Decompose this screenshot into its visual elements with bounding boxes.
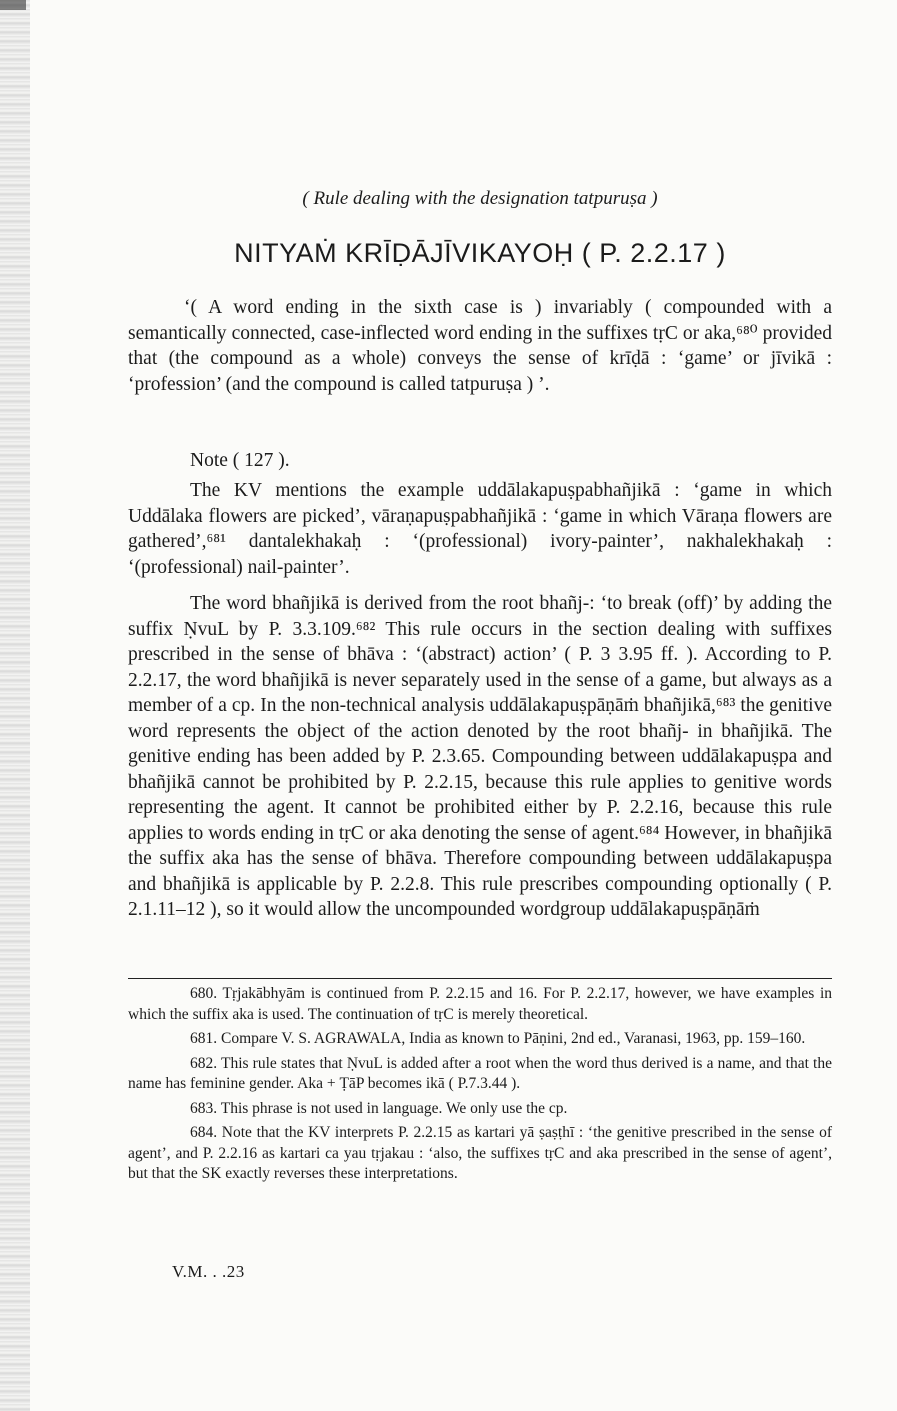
scan-edge bbox=[0, 0, 30, 1411]
kv-paragraph: The KV mentions the example uddālakapuṣpabhañjikā : ‘game in which Uddālaka flowers are picked’, vāraṇapuṣpabhañjikā : ‘game in which Vāraṇa flowers are gathered’,⁶⁸¹ dantalekhakaḥ : ‘(professional) ivory-painter’, nakhalekhakaḥ : ‘(professional) nail-painter’. bbox=[128, 480, 832, 578]
footnote-682: 682. This rule states that ṆvuL is added after a root when the word thus derived is a name, and that the name has feminine gender. Aka + ṬāP becomes ikā ( P.7.3.44 ). bbox=[128, 1054, 832, 1092]
scan-corner-mark bbox=[0, 0, 26, 10]
note-label: Note ( 127 ). bbox=[190, 450, 290, 471]
printer-signature: V.M. . .23 bbox=[172, 1262, 245, 1281]
footnote-divider bbox=[128, 978, 832, 979]
sutra-heading: NITYAṀ KRĪḌĀJĪVIKAYOḤ ( P. 2.2.17 ) bbox=[234, 238, 726, 268]
footnote-681: 681. Compare V. S. AGRAWALA, India as known to Pāṇini, 2nd ed., Varanasi, 1963, pp. 159–160. bbox=[190, 1030, 806, 1047]
main-paragraph: The word bhañjikā is derived from the root bhañj-: ‘to break (off)’ by adding the suffix ṆvuL by P. 3.3.109.⁶⁸² This rule occurs in the section dealing with suffixes prescribed in the sense of bhāva : ‘(abstract) action’ ( P. 3 3.95 ff. ). According to P. 2.2.17, the word bhañjikā is never separately used in the sense of a game, but always as a member of a cp. In the non-technical analysis uddālakapuṣpāṇāṁ bhañjikā,⁶⁸³ the genitive word represents the object of the action denoted by the root bhañj- in bhañjikā. The genitive ending has been added by P. 2.3.65. Compounding between uddālakapuṣpa and bhañjikā cannot be prohibited by P. 2.2.15, because this rule applies to genitive words representing the agent. It cannot be prohibited either by P. 2.2.16, because this rule applies to words ending in tṛC or aka denoting the sense of agent.⁶⁸⁴ However, in bhañjikā the suffix aka has the sense of bhāva. Therefore compounding between uddālakapuṣpa and bhañjikā is applicable by P. 2.2.8. This rule prescribes compounding optionally ( P. 2.1.11–12 ), so it would allow the uncompounded wordgroup uddālakapuṣpāṇāṁ bbox=[128, 593, 832, 920]
footnote-684: 684. Note that the KV interprets P. 2.2.15 as kartari yā ṣaṣṭhī : ‘the genitive prescribed in the sense of agent’, and P. 2.2.16 as kartari ca yau tṛjakau : ‘also, the suffixes tṛC and aka prescribed in the sense of agent’, but that the SK exactly reverses these interpretations. bbox=[128, 1124, 832, 1182]
definition-paragraph: ‘( A word ending in the sixth case is ) invariably ( compounded with a semantically connected, case-inflected word ending in the suffixes tṛC or aka,⁶⁸⁰ provided that (the compound as a whole) conveys the sense of krīḍā : ‘game’ or jīvikā : ‘profession’ (and the compound is called tatpuruṣa ) ’. bbox=[128, 297, 832, 395]
footnote-680: 680. Tṛjakābhyām is continued from P. 2.2.15 and 16. For P. 2.2.17, however, we have examples in which the suffix aka is used. The continuation of tṛC is merely theoretical. bbox=[128, 985, 832, 1023]
rule-caption: ( Rule dealing with the designation tatpuruṣa ) bbox=[302, 188, 658, 209]
footnotes bbox=[128, 984, 832, 1189]
footnote-683: 683. This phrase is not used in language. We only use the cp. bbox=[190, 1099, 568, 1117]
